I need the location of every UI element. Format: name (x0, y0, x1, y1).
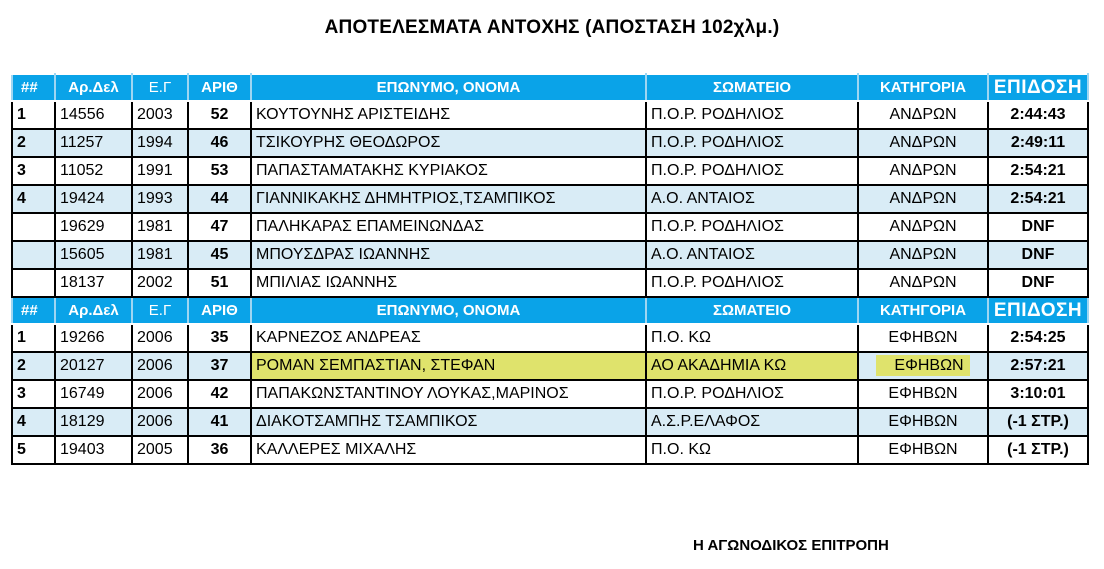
bib-number-cell: 42 (188, 380, 251, 408)
club-cell: Π.Ο.Ρ. ΡΟΔΗΛΙΟΣ (646, 101, 858, 129)
rank-cell: 4 (12, 408, 55, 436)
category-cell: ΑΝΔΡΩΝ (858, 157, 988, 185)
license-cell: 20127 (55, 352, 132, 380)
rank-cell: 3 (12, 157, 55, 185)
bib-number-cell: 53 (188, 157, 251, 185)
birth-year-cell: 1981 (132, 213, 188, 241)
result-cell: 2:49:11 (988, 129, 1088, 157)
header-club: ΣΩΜΑΤΕΙΟ (646, 74, 858, 101)
header-birth-year: Ε.Γ (132, 297, 188, 324)
category-highlight: ΕΦΗΒΩΝ (876, 355, 969, 376)
rank-cell: 5 (12, 436, 55, 464)
result-cell: 2:54:21 (988, 157, 1088, 185)
license-cell: 19629 (55, 213, 132, 241)
header-license: Αρ.Δελ (55, 297, 132, 324)
bib-number-cell: 47 (188, 213, 251, 241)
header-result: ΕΠΙΔΟΣΗ (988, 74, 1088, 101)
category-cell (858, 352, 988, 380)
header-category: ΚΑΤΗΓΟΡΙΑ (858, 74, 988, 101)
rank-cell: 1 (12, 101, 55, 129)
athlete-name-cell: ΜΠΙΛΙΑΣ ΙΩΑΝΝΗΣ (251, 269, 646, 297)
header-bib: ΑΡΙΘ (188, 297, 251, 324)
committee-signature: Η ΑΓΩΝΟΔΙΚΟΣ ΕΠΙΤΡΟΠΗ (693, 537, 889, 554)
club-cell: Α.Σ.Ρ.ΕΛΑΦΟΣ (646, 408, 858, 436)
birth-year-cell: 1994 (132, 129, 188, 157)
athlete-name-cell: ΔΙΑΚΟΤΣΑΜΠΗΣ ΤΣΑΜΠΙΚΟΣ (251, 408, 646, 436)
table-row (12, 101, 1088, 129)
table-row (12, 408, 1088, 436)
rank-cell (12, 241, 55, 269)
bib-number-cell: 35 (188, 324, 251, 352)
table-header-row (12, 297, 1088, 324)
category-cell: ΑΝΔΡΩΝ (858, 185, 988, 213)
result-cell: (-1 ΣΤΡ.) (988, 408, 1088, 436)
club-cell: Π.Ο.Ρ. ΡΟΔΗΛΙΟΣ (646, 157, 858, 185)
page-title: ΑΠΟΤΕΛΕΣΜΑΤΑ ΑΝΤΟΧΗΣ (ΑΠΟΣΤΑΣΗ 102χλμ.) (324, 17, 780, 38)
license-cell: 11257 (55, 129, 132, 157)
birth-year-cell: 2006 (132, 380, 188, 408)
category-cell: ΑΝΔΡΩΝ (858, 213, 988, 241)
header-birth-year: Ε.Γ (132, 74, 188, 101)
club-cell: Π.Ο. ΚΩ (646, 324, 858, 352)
bib-number-cell: 37 (188, 352, 251, 380)
athlete-name-cell: ΚΑΛΛΕΡΕΣ ΜΙΧΑΛΗΣ (251, 436, 646, 464)
license-cell: 14556 (55, 101, 132, 129)
rank-cell (12, 269, 55, 297)
category-cell: ΑΝΔΡΩΝ (858, 101, 988, 129)
license-cell: 15605 (55, 241, 132, 269)
bib-number-cell: 46 (188, 129, 251, 157)
table-header-row (12, 74, 1088, 101)
table-row (12, 129, 1088, 157)
table-row (12, 380, 1088, 408)
bib-number-cell: 51 (188, 269, 251, 297)
header-name: ΕΠΩΝΥΜΟ, ΟΝΟΜΑ (251, 74, 646, 101)
table-row (12, 352, 1088, 380)
athlete-name-cell: ΤΣΙΚΟΥΡΗΣ ΘΕΟΔΩΡΟΣ (251, 129, 646, 157)
club-cell: Α.Ο. ΑΝΤΑΙΟΣ (646, 241, 858, 269)
category-cell: ΑΝΔΡΩΝ (858, 129, 988, 157)
table-row (12, 213, 1088, 241)
club-cell: Π.Ο.Ρ. ΡΟΔΗΛΙΟΣ (646, 213, 858, 241)
result-cell: DNF (988, 241, 1088, 269)
athlete-name-cell: ΠΑΠΑΚΩΝΣΤΑΝΤΙΝΟΥ ΛΟΥΚΑΣ,ΜΑΡΙΝΟΣ (251, 380, 646, 408)
athlete-name-cell: ΚΑΡΝΕΖΟΣ ΑΝΔΡΕΑΣ (251, 324, 646, 352)
birth-year-cell: 2003 (132, 101, 188, 129)
rank-cell: 3 (12, 380, 55, 408)
results-table (11, 73, 1089, 465)
birth-year-cell: 2005 (132, 436, 188, 464)
bib-number-cell: 36 (188, 436, 251, 464)
table-row (12, 269, 1088, 297)
license-cell: 16749 (55, 380, 132, 408)
category-cell: ΑΝΔΡΩΝ (858, 269, 988, 297)
category-cell: ΕΦΗΒΩΝ (858, 408, 988, 436)
header-rank: ## (12, 297, 55, 324)
athlete-name-cell: ΜΠΟΥΣΔΡΑΣ ΙΩΑΝΝΗΣ (251, 241, 646, 269)
category-cell: ΕΦΗΒΩΝ (858, 436, 988, 464)
athlete-name-cell: ΓΙΑΝΝΙΚΑΚΗΣ ΔΗΜΗΤΡΙΟΣ,ΤΣΑΜΠΙΚΟΣ (251, 185, 646, 213)
header-license: Αρ.Δελ (55, 74, 132, 101)
table-row (12, 324, 1088, 352)
rank-cell: 4 (12, 185, 55, 213)
header-result: ΕΠΙΔΟΣΗ (988, 297, 1088, 324)
birth-year-cell: 2006 (132, 324, 188, 352)
club-cell: Π.Ο. ΚΩ (646, 436, 858, 464)
club-cell: Π.Ο.Ρ. ΡΟΔΗΛΙΟΣ (646, 380, 858, 408)
result-cell: 3:10:01 (988, 380, 1088, 408)
club-cell: Π.Ο.Ρ. ΡΟΔΗΛΙΟΣ (646, 269, 858, 297)
header-rank: ## (12, 74, 55, 101)
athlete-name-cell: ΠΑΛΗΚΑΡΑΣ ΕΠΑΜΕΙΝΩΝΔΑΣ (251, 213, 646, 241)
table-row (12, 241, 1088, 269)
table-row (12, 157, 1088, 185)
header-category: ΚΑΤΗΓΟΡΙΑ (858, 297, 988, 324)
license-cell: 11052 (55, 157, 132, 185)
birth-year-cell: 2006 (132, 352, 188, 380)
license-cell: 19266 (55, 324, 132, 352)
result-cell: DNF (988, 213, 1088, 241)
result-cell: 2:54:25 (988, 324, 1088, 352)
category-cell: ΕΦΗΒΩΝ (858, 324, 988, 352)
category-cell: ΑΝΔΡΩΝ (858, 241, 988, 269)
result-cell: 2:54:21 (988, 185, 1088, 213)
header-club: ΣΩΜΑΤΕΙΟ (646, 297, 858, 324)
header-bib: ΑΡΙΘ (188, 74, 251, 101)
license-cell: 18137 (55, 269, 132, 297)
header-name: ΕΠΩΝΥΜΟ, ΟΝΟΜΑ (251, 297, 646, 324)
result-cell: 2:44:43 (988, 101, 1088, 129)
birth-year-cell: 1993 (132, 185, 188, 213)
club-cell: Π.Ο.Ρ. ΡΟΔΗΛΙΟΣ (646, 129, 858, 157)
table-row (12, 436, 1088, 464)
club-cell: Α.Ο. ΑΝΤΑΙΟΣ (646, 185, 858, 213)
bib-number-cell: 44 (188, 185, 251, 213)
license-cell: 19424 (55, 185, 132, 213)
category-cell: ΕΦΗΒΩΝ (858, 380, 988, 408)
result-cell: 2:57:21 (988, 352, 1088, 380)
rank-cell: 1 (12, 324, 55, 352)
athlete-name-cell: ΚΟΥΤΟΥΝΗΣ ΑΡΙΣΤΕΙΔΗΣ (251, 101, 646, 129)
bib-number-cell: 41 (188, 408, 251, 436)
athlete-name-cell: ΡΟΜΑΝ ΣΕΜΠΑΣΤΙΑΝ, ΣΤΕΦΑΝ (251, 352, 646, 380)
birth-year-cell: 2006 (132, 408, 188, 436)
bib-number-cell: 52 (188, 101, 251, 129)
athlete-name-cell: ΠΑΠΑΣΤΑΜΑΤΑΚΗΣ ΚΥΡΙΑΚΟΣ (251, 157, 646, 185)
result-cell: (-1 ΣΤΡ.) (988, 436, 1088, 464)
result-cell: DNF (988, 269, 1088, 297)
license-cell: 18129 (55, 408, 132, 436)
rank-cell: 2 (12, 129, 55, 157)
birth-year-cell: 2002 (132, 269, 188, 297)
club-cell: ΑΟ ΑΚΑΔΗΜΙΑ ΚΩ (646, 352, 858, 380)
table-row (12, 185, 1088, 213)
license-cell: 19403 (55, 436, 132, 464)
bib-number-cell: 45 (188, 241, 251, 269)
birth-year-cell: 1981 (132, 241, 188, 269)
birth-year-cell: 1991 (132, 157, 188, 185)
rank-cell: 2 (12, 352, 55, 380)
rank-cell (12, 213, 55, 241)
